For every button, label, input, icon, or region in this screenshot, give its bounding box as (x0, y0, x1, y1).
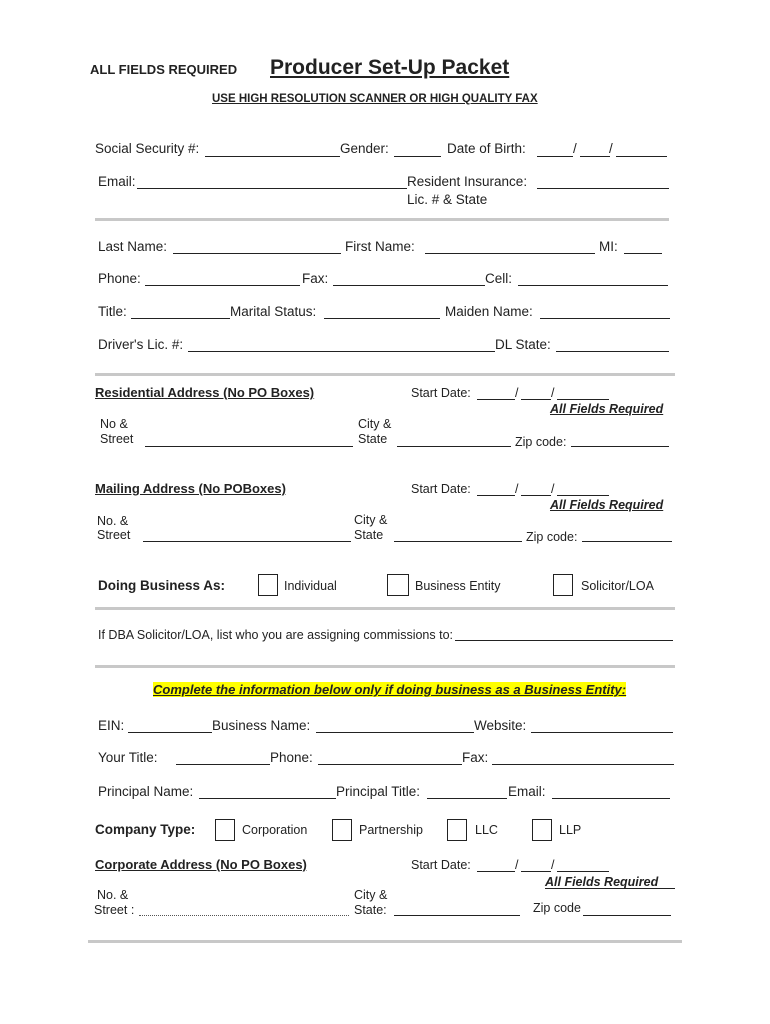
corporate-address-heading: Corporate Address (No PO Boxes) (95, 857, 307, 872)
business-entity-checkbox[interactable] (387, 574, 409, 596)
phone-field[interactable] (145, 285, 300, 286)
solicitor-loa-checkbox[interactable] (553, 574, 573, 596)
lic-state-label: Lic. # & State (407, 192, 488, 207)
drivers-lic-label: Driver's Lic. #: (98, 337, 184, 352)
no-street-label: No. & (97, 888, 129, 902)
date-separator: / (551, 386, 555, 400)
principal-name-field[interactable] (199, 798, 336, 799)
start-day-field[interactable] (521, 495, 551, 496)
cell-label: Cell: (485, 271, 513, 286)
city-state-label: State (358, 432, 388, 446)
llc-option-label: LLC (475, 823, 498, 837)
title-field[interactable] (131, 318, 230, 319)
residential-street-field[interactable] (145, 446, 353, 447)
city-state-label: City & (354, 888, 388, 902)
date-separator: / (551, 858, 555, 872)
corporate-zip-field[interactable] (583, 915, 671, 916)
residential-city-field[interactable] (397, 446, 511, 447)
start-month-field[interactable] (477, 399, 515, 400)
date-separator: / (551, 482, 555, 496)
mi-label: MI: (599, 239, 618, 254)
last-name-label: Last Name: (98, 239, 168, 254)
maiden-name-label: Maiden Name: (445, 304, 533, 319)
zip-label: Zip code (533, 901, 581, 915)
solicitor-loa-option-label: Solicitor/LOA (581, 579, 654, 593)
page-title: Producer Set-Up Packet (270, 56, 510, 79)
business-fax-label: Fax: (462, 750, 489, 765)
date-separator: / (515, 386, 519, 400)
partnership-checkbox[interactable] (332, 819, 352, 841)
corporate-street-field[interactable] (139, 915, 349, 916)
corporate-city-field[interactable] (394, 915, 520, 916)
principal-name-label: Principal Name: (98, 784, 194, 799)
date-separator: / (515, 482, 519, 496)
divider (95, 607, 675, 610)
ein-label: EIN: (98, 718, 125, 733)
first-name-field[interactable] (425, 253, 595, 254)
mailing-zip-field[interactable] (582, 541, 672, 542)
doing-business-as-label: Doing Business As: (98, 578, 226, 593)
all-fields-required-note: All Fields Required (545, 875, 659, 889)
mi-field[interactable] (624, 253, 662, 254)
dob-label: Date of Birth: (447, 141, 526, 156)
start-year-field[interactable] (557, 399, 609, 400)
dl-state-label: DL State: (495, 337, 551, 352)
fax-field[interactable] (333, 285, 485, 286)
all-fields-required-note: All Fields Required (550, 402, 664, 416)
principal-title-label: Principal Title: (336, 784, 421, 799)
start-date-label: Start Date: (411, 482, 471, 496)
no-street-label: Street : (94, 903, 135, 917)
zip-label: Zip code: (515, 435, 567, 449)
start-month-field[interactable] (477, 495, 515, 496)
business-phone-label: Phone: (270, 750, 313, 765)
corporation-checkbox[interactable] (215, 819, 235, 841)
drivers-lic-field[interactable] (188, 351, 495, 352)
email-field[interactable] (137, 188, 407, 189)
business-entity-notice: Complete the information below only if doing business as a Business Entity: (153, 682, 627, 697)
your-title-label: Your Title: (98, 750, 158, 765)
start-month-field[interactable] (477, 871, 515, 872)
date-separator: / (515, 858, 519, 872)
solicitor-assignment-label: If DBA Solicitor/LOA, list who you are assigning commissions to: (98, 628, 454, 642)
mailing-city-field[interactable] (394, 541, 522, 542)
divider (95, 218, 669, 221)
city-state-label: State (354, 528, 384, 542)
marital-status-field[interactable] (324, 318, 440, 319)
no-street-label: Street (97, 528, 131, 542)
business-email-label: Email: (508, 784, 546, 799)
divider (95, 665, 675, 668)
individual-option-label: Individual (284, 579, 337, 593)
company-type-label: Company Type: (95, 822, 196, 837)
business-name-field[interactable] (316, 732, 474, 733)
ein-field[interactable] (128, 732, 212, 733)
start-day-field[interactable] (521, 399, 551, 400)
dob-separator: / (609, 141, 613, 156)
website-field[interactable] (531, 732, 673, 733)
title-label: Title: (98, 304, 127, 319)
residential-address-heading: Residential Address (No PO Boxes) (95, 385, 315, 400)
ssn-field[interactable] (205, 156, 340, 157)
last-name-field[interactable] (173, 253, 341, 254)
website-label: Website: (474, 718, 527, 733)
principal-title-field[interactable] (427, 798, 507, 799)
city-state-label: City & (358, 417, 392, 431)
residential-zip-field[interactable] (571, 446, 669, 447)
llp-option-label: LLP (559, 823, 582, 837)
your-title-field[interactable] (176, 764, 270, 765)
all-fields-required-note: All Fields Required (550, 498, 664, 512)
first-name-label: First Name: (345, 239, 415, 254)
gender-label: Gender: (340, 141, 389, 156)
gender-field[interactable] (394, 156, 441, 157)
phone-label: Phone: (98, 271, 141, 286)
business-fax-field[interactable] (492, 764, 674, 765)
dob-year-field[interactable] (616, 156, 667, 157)
email-label: Email: (98, 174, 136, 189)
maiden-name-field[interactable] (540, 318, 670, 319)
fax-label: Fax: (302, 271, 329, 286)
start-date-label: Start Date: (411, 858, 471, 872)
business-email-field[interactable] (552, 798, 670, 799)
no-street-label: No. & (97, 514, 129, 528)
no-street-label: No & (100, 417, 128, 431)
ssn-label: Social Security #: (95, 141, 200, 156)
all-fields-required-note: ALL FIELDS REQUIRED (90, 62, 238, 77)
start-year-field[interactable] (557, 495, 609, 496)
mailing-street-field[interactable] (143, 541, 351, 542)
zip-label: Zip code: (526, 530, 578, 544)
start-date-label: Start Date: (411, 386, 471, 400)
page-subtitle: USE HIGH RESOLUTION SCANNER OR HIGH QUALITY FAX (212, 93, 538, 105)
cell-field[interactable] (518, 285, 668, 286)
business-name-label: Business Name: (212, 718, 311, 733)
corporation-option-label: Corporation (242, 823, 308, 837)
individual-checkbox[interactable] (258, 574, 278, 596)
underline (545, 888, 675, 889)
solicitor-assignment-field[interactable] (455, 640, 673, 641)
divider (88, 940, 682, 943)
marital-status-label: Marital Status: (230, 304, 317, 319)
mailing-address-heading: Mailing Address (No POBoxes) (95, 481, 286, 496)
dob-month-field[interactable] (537, 156, 573, 157)
resident-insurance-label: Resident Insurance: (407, 174, 528, 189)
dl-state-field[interactable] (556, 351, 669, 352)
llp-checkbox[interactable] (532, 819, 552, 841)
llc-checkbox[interactable] (447, 819, 467, 841)
dob-day-field[interactable] (580, 156, 610, 157)
start-day-field[interactable] (521, 871, 551, 872)
partnership-option-label: Partnership (359, 823, 423, 837)
city-state-label: State: (354, 903, 387, 917)
start-year-field[interactable] (557, 871, 609, 872)
business-phone-field[interactable] (318, 764, 462, 765)
city-state-label: City & (354, 513, 388, 527)
resident-insurance-field[interactable] (537, 188, 669, 189)
business-entity-option-label: Business Entity (415, 579, 501, 593)
dob-separator: / (573, 141, 577, 156)
no-street-label: Street (100, 432, 134, 446)
divider (95, 373, 675, 376)
